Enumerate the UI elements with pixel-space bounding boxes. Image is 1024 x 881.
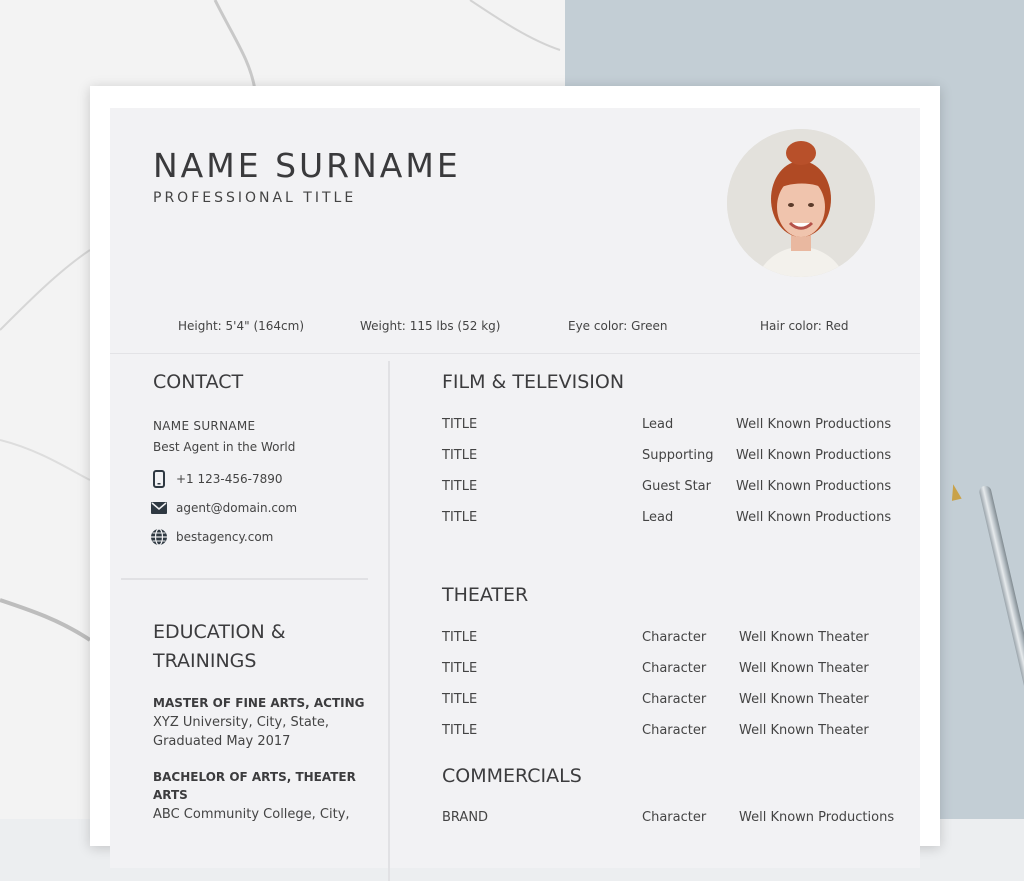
film-company: Well Known Productions (736, 448, 892, 463)
contact-name: NAME SURNAME (153, 419, 256, 433)
theater-company: Well Known Theater (739, 661, 869, 676)
resume-paper (90, 86, 940, 846)
theater-heading: THEATER (442, 584, 529, 606)
theater-row (442, 661, 912, 681)
column-divider (388, 361, 390, 881)
film-role: Guest Star (642, 479, 711, 494)
theater-title: TITLE (442, 630, 478, 645)
film-company: Well Known Productions (736, 417, 892, 432)
stat-eye-color (568, 319, 667, 333)
commercials-role: Character (642, 810, 707, 825)
theater-company: Well Known Theater (739, 723, 869, 738)
degree-1-line2: Graduated May 2017 (153, 734, 291, 749)
theater-company: Well Known Theater (739, 630, 869, 645)
film-role: Lead (642, 417, 674, 432)
contact-website: bestagency.com (176, 530, 274, 544)
resume-content (110, 108, 920, 868)
theater-title: TITLE (442, 692, 478, 707)
physical-stats (110, 319, 920, 349)
header-divider (110, 353, 920, 354)
film-row (442, 479, 912, 499)
film-title: TITLE (442, 510, 478, 525)
film-title: TITLE (442, 448, 478, 463)
commercials-company: Well Known Productions (739, 810, 895, 825)
film-company: Well Known Productions (736, 510, 892, 525)
contact-divider (121, 578, 368, 580)
theater-title: TITLE (442, 661, 478, 676)
film-heading: FILM & TELEVISION (442, 371, 625, 393)
stat-eye-label: Eye color: (568, 319, 628, 333)
stat-hair-color (760, 319, 848, 333)
professional-title: PROFESSIONAL TITLE (153, 190, 357, 206)
phone-icon (150, 470, 168, 488)
mail-icon (150, 499, 168, 517)
film-row (442, 448, 912, 468)
stat-hair-label: Hair color: (760, 319, 822, 333)
globe-icon (150, 528, 168, 546)
theater-row (442, 723, 912, 743)
education-heading (153, 618, 353, 676)
commercials-title: BRAND (442, 810, 489, 825)
degree-2-line1: ABC Community College, City, (153, 807, 350, 822)
theater-company: Well Known Theater (739, 692, 869, 707)
stat-weight (360, 319, 500, 333)
theater-role: Character (642, 723, 707, 738)
contact-phone: +1 123-456-7890 (176, 472, 283, 486)
film-title: TITLE (442, 417, 478, 432)
film-title: TITLE (442, 479, 478, 494)
stat-eye-value: Green (631, 319, 668, 333)
film-row (442, 510, 912, 530)
degree-1-title: MASTER OF FINE ARTS, ACTING (153, 696, 365, 710)
stat-weight-label: Weight: (360, 319, 406, 333)
film-role: Lead (642, 510, 674, 525)
film-role: Supporting (642, 448, 714, 463)
theater-role: Character (642, 630, 707, 645)
resume-name: NAME SURNAME (153, 146, 461, 185)
stat-weight-value: 115 lbs (52 kg) (409, 319, 501, 333)
film-row (442, 417, 912, 437)
film-company: Well Known Productions (736, 479, 892, 494)
degree-2-title-line2: ARTS (153, 788, 188, 802)
contact-heading: CONTACT (153, 371, 244, 393)
degree-1-line1: XYZ University, City, State, (153, 715, 330, 730)
portrait-image (727, 129, 875, 277)
education-heading-line2: TRAININGS (153, 650, 257, 672)
stat-height (178, 319, 304, 333)
education-heading-line1: EDUCATION & (153, 621, 286, 643)
theater-role: Character (642, 661, 707, 676)
theater-row (442, 630, 912, 650)
theater-role: Character (642, 692, 707, 707)
stat-height-label: Height: (178, 319, 222, 333)
stat-height-value: 5'4" (164cm) (225, 319, 305, 333)
theater-row (442, 692, 912, 712)
degree-2-title-line1: BACHELOR OF ARTS, THEATER (153, 770, 356, 784)
theater-title: TITLE (442, 723, 478, 738)
commercials-row (442, 810, 912, 830)
profile-photo (727, 129, 875, 277)
contact-email: agent@domain.com (176, 501, 298, 515)
stat-hair-value: Red (825, 319, 849, 333)
commercials-heading: COMMERCIALS (442, 765, 582, 787)
contact-agent: Best Agent in the World (153, 440, 296, 454)
